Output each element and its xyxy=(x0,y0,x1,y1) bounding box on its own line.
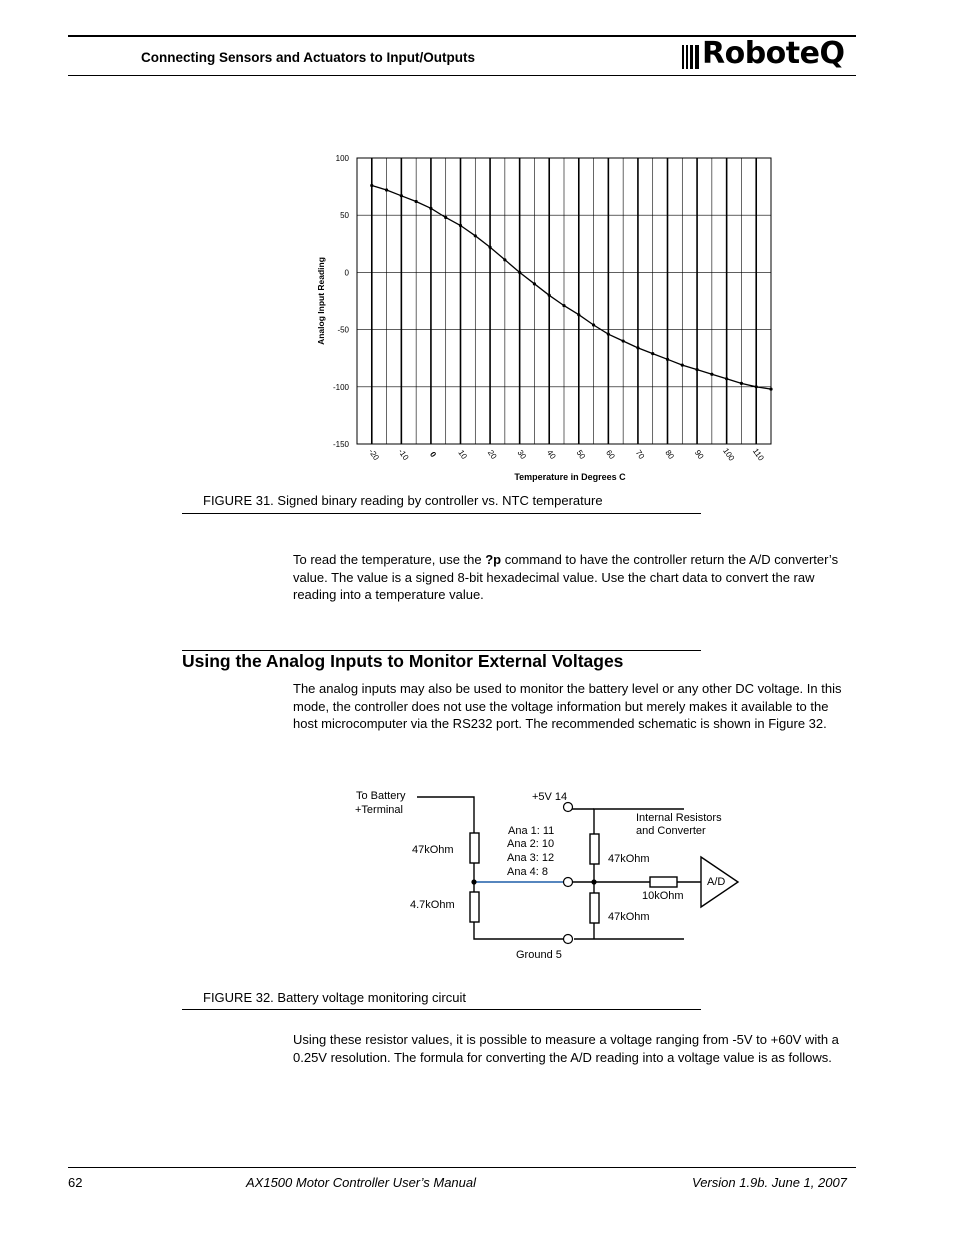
battery-label-line2: +Terminal xyxy=(355,804,403,816)
resistor-internal-bottom xyxy=(590,893,599,923)
x-tick-label: 30 xyxy=(515,448,528,461)
data-point xyxy=(444,216,447,219)
x-tick-label: 10 xyxy=(456,448,469,461)
ground-label: Ground 5 xyxy=(516,949,562,961)
internal-label-line2: and Converter xyxy=(636,825,706,837)
terminal-analog xyxy=(564,878,573,887)
x-tick-label: 60 xyxy=(604,448,617,461)
y-tick-label: -100 xyxy=(332,382,349,392)
terminal-5v xyxy=(564,803,573,812)
data-point xyxy=(636,346,639,349)
data-point xyxy=(518,271,521,274)
ana2-label: Ana 2: 10 xyxy=(507,838,555,850)
resistor-4k7 xyxy=(470,892,479,922)
footer-rule xyxy=(68,1167,856,1168)
data-point xyxy=(755,385,758,388)
data-point xyxy=(370,184,373,187)
data-point xyxy=(503,258,506,261)
para1-text-after: command to have the controller return the A/D converter’s value. The value is a signed 8-bit hexadecimal value. Use the chart data to convert the raw reading into a temperature value. xyxy=(293,552,839,602)
battery-wire xyxy=(417,797,474,833)
resistor-internal-top xyxy=(590,834,599,864)
y-tick-label: -50 xyxy=(337,325,349,335)
ground-wire xyxy=(474,922,564,939)
x-tick-label: 110 xyxy=(750,446,766,463)
para1-text-before: To read the temperature, use the xyxy=(293,552,486,567)
roboteq-logo xyxy=(682,36,858,74)
x-tick-label: 20 xyxy=(485,448,499,461)
internal-label-line1: Internal Resistors xyxy=(636,812,722,824)
figure-32-caption: FIGURE 32. Battery voltage monitoring circuit xyxy=(203,990,466,1005)
data-point xyxy=(607,333,610,336)
data-point xyxy=(651,352,654,355)
resistor-10k xyxy=(650,877,677,887)
manual-title: AX1500 Motor Controller User’s Manual xyxy=(246,1175,477,1190)
version-date: Version 1.9b. June 1, 2007 xyxy=(692,1175,847,1190)
data-point xyxy=(562,304,565,307)
r-top-label: 47kOhm xyxy=(412,844,454,856)
y-tick-label: 100 xyxy=(335,154,349,163)
data-point xyxy=(577,313,580,316)
data-point xyxy=(400,194,403,197)
data-point xyxy=(681,363,684,366)
r-bottom-label: 4.7kOhm xyxy=(410,899,455,911)
battery-monitor-schematic xyxy=(350,785,740,970)
ana1-label: Ana 1: 11 xyxy=(508,825,555,837)
figure-31-caption: FIGURE 31. Signed binary reading by controller vs. NTC temperature xyxy=(203,493,603,508)
data-point xyxy=(695,368,698,371)
data-point xyxy=(459,224,462,227)
header-bottom-rule xyxy=(68,75,856,76)
y-tick-label: -150 xyxy=(332,440,349,449)
data-point xyxy=(666,358,669,361)
data-point xyxy=(769,387,772,390)
data-point xyxy=(725,377,728,380)
battery-label-line1: To Battery xyxy=(356,790,406,802)
data-point xyxy=(710,373,713,376)
r-series-label: 10kOhm xyxy=(642,890,684,902)
x-tick-label: 50 xyxy=(574,448,588,461)
x-tick-label: 80 xyxy=(663,448,676,461)
ana4-label: Ana 4: 8 xyxy=(507,866,548,878)
r-int-top-label: 47kOhm xyxy=(608,853,650,865)
data-point xyxy=(385,188,388,191)
data-point xyxy=(474,234,477,237)
x-tick-label: 0 xyxy=(428,450,438,459)
plus5v-label: +5V 14 xyxy=(532,791,568,803)
figure-31-caption-rule xyxy=(182,513,701,514)
x-tick-label: -10 xyxy=(396,447,411,462)
data-point xyxy=(548,294,551,297)
ntc-temperature-chart xyxy=(300,150,790,490)
y-tick-label: 0 xyxy=(344,268,349,278)
data-point xyxy=(415,200,418,203)
x-tick-label: -20 xyxy=(366,447,381,462)
x-tick-label: 70 xyxy=(633,448,647,461)
section-heading: Using the Analog Inputs to Monitor External Voltages xyxy=(182,651,624,671)
page-number: 62 xyxy=(68,1175,83,1190)
x-tick-label: 90 xyxy=(692,448,706,461)
running-header-title: Connecting Sensors and Actuators to Input/Outputs xyxy=(141,50,475,65)
data-point xyxy=(740,382,743,385)
chart-axes xyxy=(333,154,771,463)
x-tick-label: 100 xyxy=(721,446,737,463)
data-point xyxy=(429,207,432,210)
paragraph-read-temperature xyxy=(293,551,853,604)
data-point xyxy=(488,246,491,249)
junction-internal xyxy=(591,879,596,884)
y-tick-label: 50 xyxy=(340,211,349,221)
x-axis-label: Temperature in Degrees C xyxy=(514,472,626,482)
data-point xyxy=(533,282,536,285)
data-point xyxy=(622,339,625,342)
x-tick-label: 40 xyxy=(545,448,558,461)
command-p: ?p xyxy=(485,552,502,567)
ana3-label: Ana 3: 12 xyxy=(507,852,555,864)
logo-text: RoboteQ xyxy=(702,36,845,71)
r-int-bottom-label: 47kOhm xyxy=(608,911,650,923)
paragraph-monitor-voltages: The analog inputs may also be used to monitor the battery level or any other DC voltage. In this mode, the controller does not use the voltage information but merely makes it available to the host microcomputer via the RS232 port. The recommended schematic is shown in Figure 32. xyxy=(293,681,842,731)
terminal-ground xyxy=(564,935,573,944)
resistor-47k xyxy=(470,833,479,863)
figure-32-caption-rule xyxy=(182,1009,701,1010)
chart-grid xyxy=(357,158,771,444)
data-point xyxy=(592,323,595,326)
adc-label: A/D xyxy=(707,876,726,888)
y-axis-label: Analog Input Reading xyxy=(316,257,326,345)
junction-divider xyxy=(471,879,476,884)
paragraph-voltage-range: Using these resistor values, it is possible to measure a voltage ranging from -5V to +60V with a 0.25V resolution. The formula for converting the A/D reading into a voltage value is as follows. xyxy=(293,1032,839,1065)
